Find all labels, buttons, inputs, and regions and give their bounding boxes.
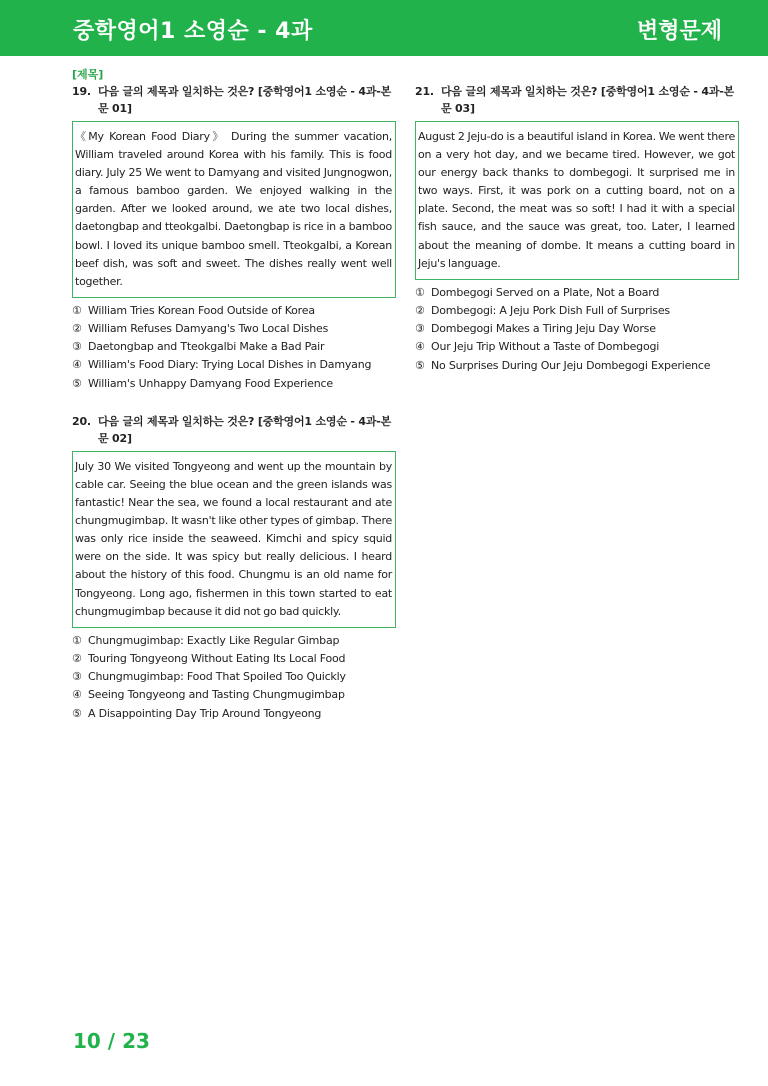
question-header (72, 413, 396, 447)
option-number: ⑤ (72, 706, 82, 720)
answer-option[interactable] (72, 705, 396, 723)
option-number: ③ (72, 670, 82, 684)
passage-box (72, 451, 396, 628)
option-number: ④ (72, 358, 82, 372)
option-text: William's Food Diary: Trying Local Dishes in Damyang (88, 358, 372, 372)
option-text: Chungmugimbap: Food That Spoiled Too Quickly (88, 670, 346, 684)
option-text: Daetongbap and Tteokgalbi Make a Bad Pair (88, 340, 325, 354)
option-text: Touring Tongyeong Without Eating Its Local Food (88, 651, 346, 665)
question-number: 21. (415, 85, 434, 98)
page-header (0, 0, 768, 56)
answer-option[interactable] (415, 357, 739, 375)
question-number: 19. (72, 85, 91, 98)
passage-text: July 30 We visited Tongyeong and went up the mountain by cable car. Seeing the blue ocean and the green islands was fantastic! Near the sea, we found a local restaurant and ate chungmugimbap. It wasn't like other types of gimbap. There was only rice inside the seaweed. Kimchi and spicy squid were on the side. It was spicy but really delicious. I heard about the history of this food. Chungmu is an old name for Tongyeong. Long ago, fishermen in this town started to eat chungmugimbap because it did not go bad quickly. (75, 459, 392, 618)
option-number: ② (72, 322, 82, 336)
option-number: ③ (415, 322, 425, 336)
answer-option[interactable] (72, 320, 396, 338)
answer-options (415, 284, 739, 375)
question-header (415, 83, 739, 117)
section-tag-spacer (415, 66, 739, 83)
page-number: 10 / 23 (73, 1029, 150, 1053)
option-text: Dombegogi Makes a Tiring Jeju Day Worse (431, 322, 656, 336)
passage-text: August 2 Jeju-do is a beautiful island in Korea. We went there on a very hot day, and we became tired. However, we got our energy back thanks to dombegogi. It surprised me in two ways. First, it was pork on a cutting board, not on a plate. Second, the meat was so soft! I had it with a special fish sauce, and the sauce was great, too. Later, I learned about the meaning of dombe. It means a cutting board in Jeju's language. (418, 130, 735, 270)
option-text: A Disappointing Day Trip Around Tongyeong (88, 706, 322, 720)
answer-option[interactable] (415, 302, 739, 320)
option-text: Our Jeju Trip Without a Taste of Dombegogi (431, 340, 660, 354)
passage-box (415, 121, 739, 280)
option-number: ⑤ (415, 358, 425, 372)
right-column (415, 66, 739, 395)
passage-text: 《My Korean Food Diary》 During the summer vacation, William traveled around Korea with his family. This is food diary. July 25 We went to Damyang and visited Jungnogwon, a famous bamboo garden. We enjoyed walking in the garden. After we looked around, we ate two local dishes, daetongbap and tteokgalbi. Daetongbap is rice in a bamboo bowl. I loved its unique bamboo smell. Tteokgalbi, a Korean beef dish, was soft and sweet. The dishes really went well together. (75, 130, 392, 288)
option-number: ① (72, 633, 82, 647)
option-text: William Tries Korean Food Outside of Korea (88, 303, 315, 317)
question-header (72, 83, 396, 117)
answer-option[interactable] (72, 338, 396, 356)
answer-option[interactable] (415, 284, 739, 302)
left-column (72, 66, 396, 743)
answer-option[interactable] (72, 668, 396, 686)
answer-options (72, 302, 396, 393)
answer-option[interactable] (415, 338, 739, 356)
option-text: Chungmugimbap: Exactly Like Regular Gimbap (88, 633, 340, 647)
question-prompt: 다음 글의 제목과 일치하는 것은? [중학영어1 소영순 - 4과-본문 01] (98, 85, 392, 115)
answer-option[interactable] (72, 650, 396, 668)
option-text: No Surprises During Our Jeju Dombegogi Experience (431, 358, 711, 372)
document-title: 중학영어1 소영순 - 4과 (73, 19, 313, 44)
passage-box (72, 121, 396, 298)
option-number: ④ (415, 340, 425, 354)
answer-options (72, 632, 396, 723)
question-19 (72, 83, 396, 393)
option-number: ② (415, 303, 425, 317)
option-number: ② (72, 651, 82, 665)
answer-option[interactable] (72, 632, 396, 650)
answer-option[interactable] (72, 302, 396, 320)
answer-option[interactable] (72, 356, 396, 374)
question-prompt: 다음 글의 제목과 일치하는 것은? [중학영어1 소영순 - 4과-본문 02] (98, 414, 392, 445)
option-number: ① (72, 303, 82, 317)
option-text: Dombegogi: A Jeju Pork Dish Full of Surprises (431, 303, 670, 317)
option-text: Dombegogi Served on a Plate, Not a Board (431, 285, 660, 299)
option-text: William's Unhappy Damyang Food Experience (88, 376, 333, 390)
option-number: ① (415, 285, 425, 299)
option-number: ④ (72, 688, 82, 702)
answer-option[interactable] (72, 375, 396, 393)
answer-option[interactable] (72, 686, 396, 704)
option-text: Seeing Tongyeong and Tasting Chungmugimbap (88, 688, 345, 702)
option-number: ③ (72, 340, 82, 354)
question-21 (415, 83, 739, 375)
document-type: 변형문제 (636, 19, 722, 44)
answer-option[interactable] (415, 320, 739, 338)
question-prompt: 다음 글의 제목과 일치하는 것은? [중학영어1 소영순 - 4과-본문 03] (441, 85, 735, 115)
question-number: 20. (72, 414, 91, 428)
option-number: ⑤ (72, 376, 82, 390)
option-text: William Refuses Damyang's Two Local Dishes (88, 322, 329, 336)
section-tag: [제목] (72, 68, 104, 81)
question-20 (72, 413, 396, 723)
